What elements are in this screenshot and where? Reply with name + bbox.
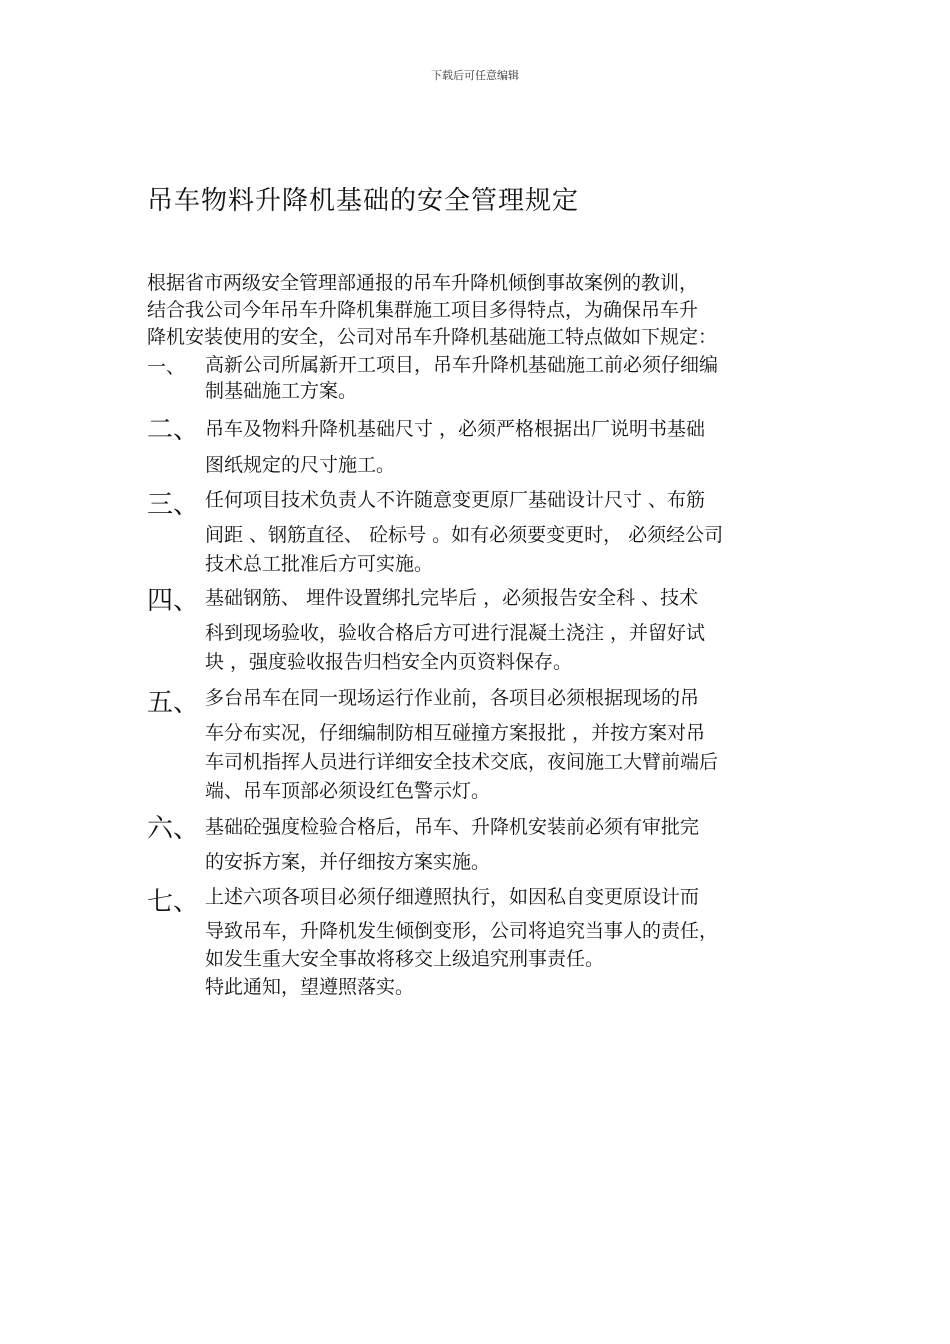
item-number: 四、: [147, 586, 200, 616]
header-note: 下载后可任意编辑: [431, 69, 519, 82]
item-line: 科到现场验收，验收合格后方可进行混凝土浇注 ，并留好试: [205, 622, 706, 644]
item-number: 三、: [147, 490, 200, 520]
item-number: 五、: [147, 688, 200, 718]
item-line: 车分布实况，仔细编制防相互碰撞方案报批 ，并按方案对吊: [205, 722, 706, 744]
intro-line: 结合我公司今年吊车升降机集群施工项目多得特点，为确保吊车升: [147, 299, 699, 321]
item-number: 二、: [147, 415, 200, 445]
item-line: 基础砼强度检验合格后，吊车、升降机安装前必须有审批完: [205, 816, 700, 838]
item-line: 吊车及物料升降机基础尺寸 ，必须严格根据出厂说明书基础: [205, 418, 706, 440]
item-line: 间距 、钢筋直径、 砼标号 。如有必须要变更时， 必须经公司: [205, 524, 724, 546]
item-number: 一、: [147, 356, 186, 378]
item-number: 七、: [147, 887, 200, 917]
document-title: 吊车物料升降机基础的安全管理规定: [147, 186, 580, 216]
item-line: 如发生重大安全事故将移交上级追究刑事责任。: [205, 948, 605, 970]
item-line: 基础钢筋、 埋件设置绑扎完毕后 ，必须报告安全科 、技术: [205, 587, 699, 609]
item-line: 的安拆方案，并仔细按方案实施。: [205, 851, 491, 873]
intro-paragraph: [147, 270, 807, 351]
item-line: 车司机指挥人员进行详细安全技术交底，夜间施工大臂前端后: [205, 751, 719, 773]
intro-line: 根据省市两级安全管理部通报的吊车升降机倾倒事故案例的教训，: [147, 272, 699, 294]
item-number: 六、: [147, 814, 200, 844]
item-line: 制基础施工方案。: [205, 380, 358, 402]
item-line: 任何项目技术负责人不许随意变更原厂基础设计尺寸 、布筋: [205, 489, 706, 511]
item-line: 图纸规定的尺寸施工。: [205, 454, 396, 476]
item-line: 技术总工批准后方可实施。: [205, 553, 434, 575]
item-line: 端、吊车顶部必须设红色警示灯。: [205, 780, 491, 802]
intro-line: 降机安装使用的安全，公司对吊车升降机基础施工特点做如下规定：: [147, 326, 718, 348]
closing-line: 特此通知，望遵照落实。: [205, 976, 415, 998]
item-line: 上述六项各项目必须仔细遵照执行，如因私自变更原设计而: [205, 886, 700, 908]
item-line: 高新公司所属新开工项目，吊车升降机基础施工前必须仔细编: [205, 354, 719, 376]
item-line: 导致吊车，升降机发生倾倒变形，公司将追究当事人的责任，: [205, 920, 719, 942]
item-line: 块 ，强度验收报告归档安全内页资料保存。: [205, 651, 573, 673]
item-line: 多台吊车在同一现场运行作业前，各项目必须根据现场的吊: [205, 687, 700, 709]
